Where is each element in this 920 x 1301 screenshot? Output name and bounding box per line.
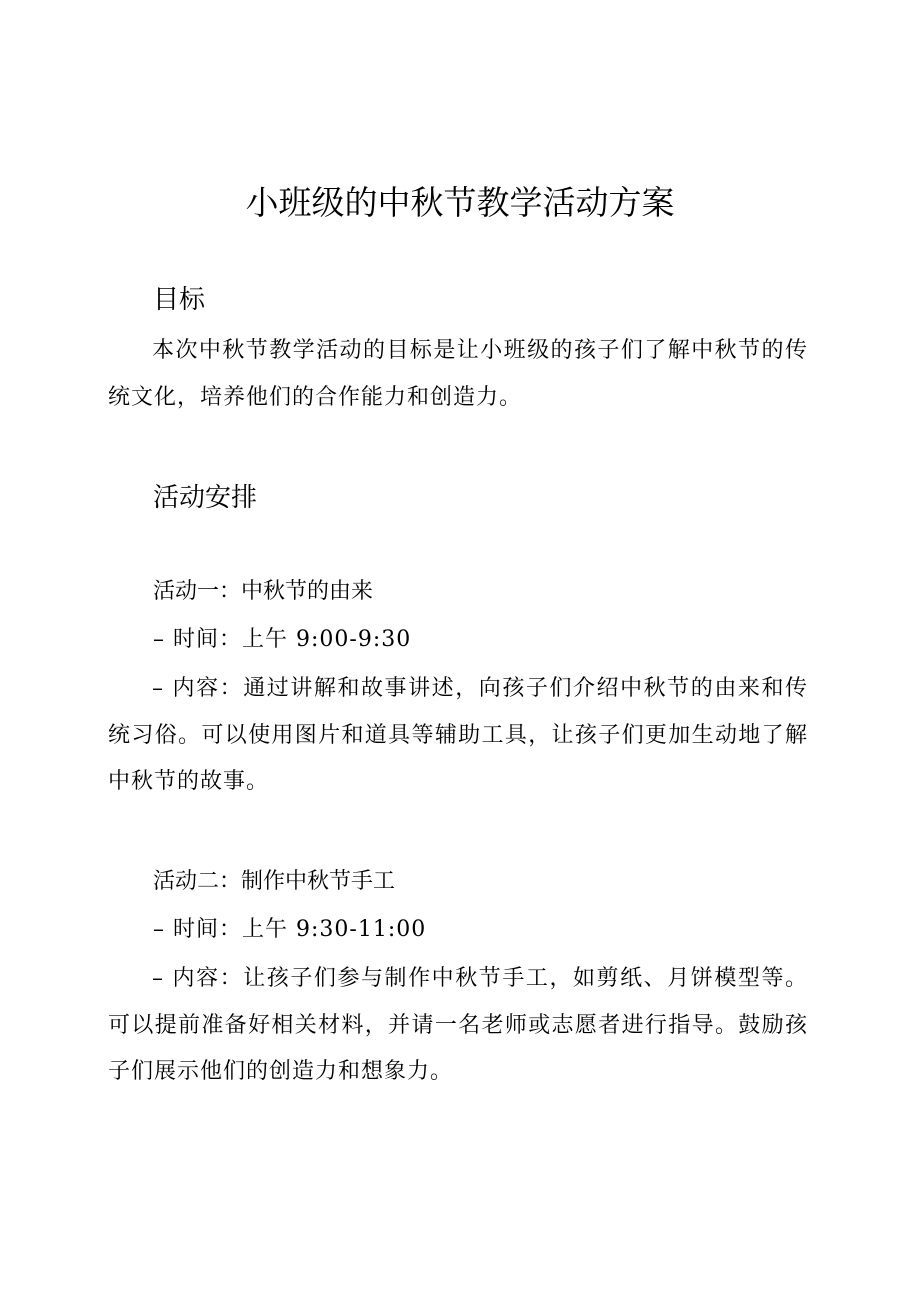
schedule-heading: 活动安排 [153,483,258,513]
activity-2-content: – 内容：让孩子们参与制作中秋节手工，如剪纸、月饼模型等。可以提前准备好相关材料，并请一名老师或志愿者进行指导。鼓励孩子们展示他们的创造力和想象力。 [108,966,808,1084]
activity-2-time: – 时间：上午 9:30-11:00 [153,917,427,942]
goal-heading: 目标 [153,285,206,315]
activity-1-title: 活动一：中秋节的由来 [153,579,374,604]
activity-1-time: – 时间：上午 9:00-9:30 [153,627,412,652]
activity-2-title: 活动二：制作中秋节手工 [153,869,396,894]
goal-paragraph: 本次中秋节教学活动的目标是让小班级的孩子们了解中秋节的传统文化，培养他们的合作能力和创造力。 [108,338,808,410]
activity-1-content: – 内容：通过讲解和故事讲述，向孩子们介绍中秋节的由来和传统习俗。可以使用图片和道具等辅助工具，让孩子们更加生动地了解中秋节的故事。 [108,676,808,794]
document-title: 小班级的中秋节教学活动方案 [245,183,675,222]
